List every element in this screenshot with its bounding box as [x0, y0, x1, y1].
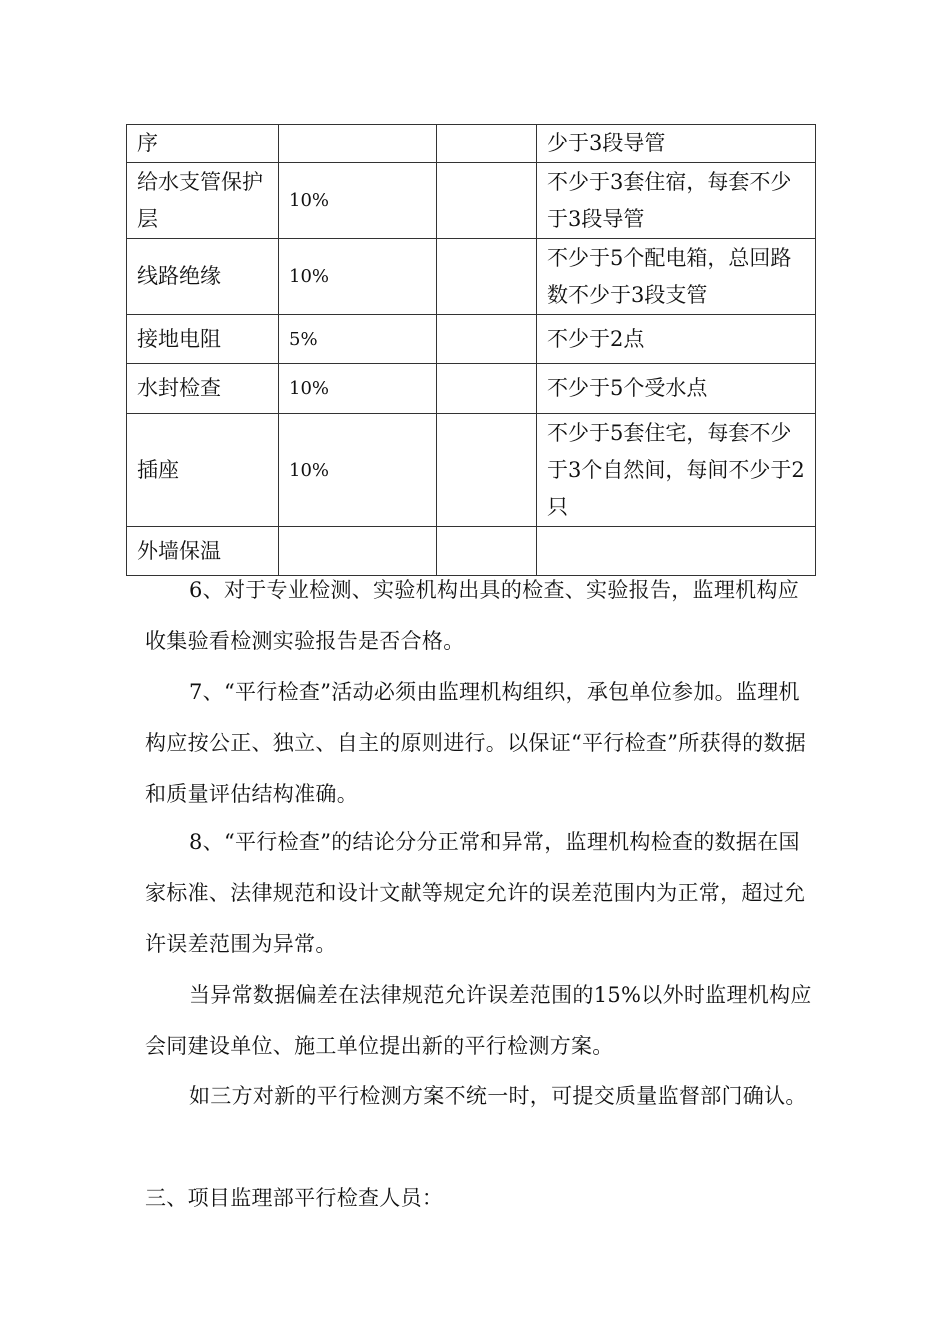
- section-heading-inspection-staff: 三、项目监理部平行检查人员：: [145, 1186, 444, 1210]
- blank-cell: [437, 163, 537, 239]
- requirement-cell: 不少于2点: [537, 315, 816, 364]
- requirement-cell: 不少于5个配电箱，总回路数不少于3段支管: [537, 239, 816, 315]
- blank-cell: [437, 315, 537, 364]
- paragraph-confirmation: 如三方对新的平行检测方案不统一时，可提交质量监督部门确认。: [189, 1084, 807, 1108]
- requirement-cell: 不少于5个受水点: [537, 364, 816, 414]
- table-row: [127, 163, 816, 239]
- blank-cell: [437, 414, 537, 527]
- blank-cell: [437, 239, 537, 315]
- paragraph-7: 7、“平行检查”活动必须由监理机构组织，承包单位参加。监理机构应按公正、独立、自主的原则进行。以保证“平行检查”所获得的数据和质量评估结构准确。: [145, 680, 807, 806]
- paragraph-abnormal-deviation: 当异常数据偏差在法律规范允许误差范围的15%以外时监理机构应会同建设单位、施工单位提出新的平行检测方案。: [145, 983, 812, 1058]
- paragraph-8: 8、“平行检查”的结论分分正常和异常，监理机构检查的数据在国家标准、法律规范和设计文献等规定允许的误差范围内为正常，超过允许误差范围为异常。: [145, 830, 806, 956]
- item-cell: 插座: [127, 414, 279, 527]
- item-cell: 给水支管保护层: [127, 163, 279, 239]
- rate-cell: 10%: [279, 239, 437, 315]
- requirement-cell: 不少于3套住宿，每套不少于3段导管: [537, 163, 816, 239]
- blank-cell: [437, 125, 537, 163]
- item-cell: 水封检查: [127, 364, 279, 414]
- rate-cell: 10%: [279, 414, 437, 527]
- rate-cell: 10%: [279, 163, 437, 239]
- parallel-check-table: [126, 124, 816, 576]
- paragraph-6: 6、对于专业检测、实验机构出具的检查、实验报告，监理机构应收集验看检测实验报告是否合格。: [145, 578, 800, 653]
- rate-cell: 10%: [279, 364, 437, 414]
- item-cell: 序: [127, 125, 279, 163]
- requirement-cell: 不少于5套住宅，每套不少于3个自然间，每间不少于2只: [537, 414, 816, 527]
- requirement-cell: 少于3段导管: [537, 125, 816, 163]
- item-cell: 线路绝缘: [127, 239, 279, 315]
- item-cell: 外墙保温: [127, 527, 279, 576]
- table-row: [127, 315, 816, 364]
- table-row: [127, 364, 816, 414]
- item-cell: 接地电阻: [127, 315, 279, 364]
- table-row: [127, 414, 816, 527]
- rate-cell: 5%: [279, 315, 437, 364]
- table-row: [127, 125, 816, 163]
- blank-cell: [437, 364, 537, 414]
- table-row: [127, 239, 816, 315]
- rate-cell: [279, 125, 437, 163]
